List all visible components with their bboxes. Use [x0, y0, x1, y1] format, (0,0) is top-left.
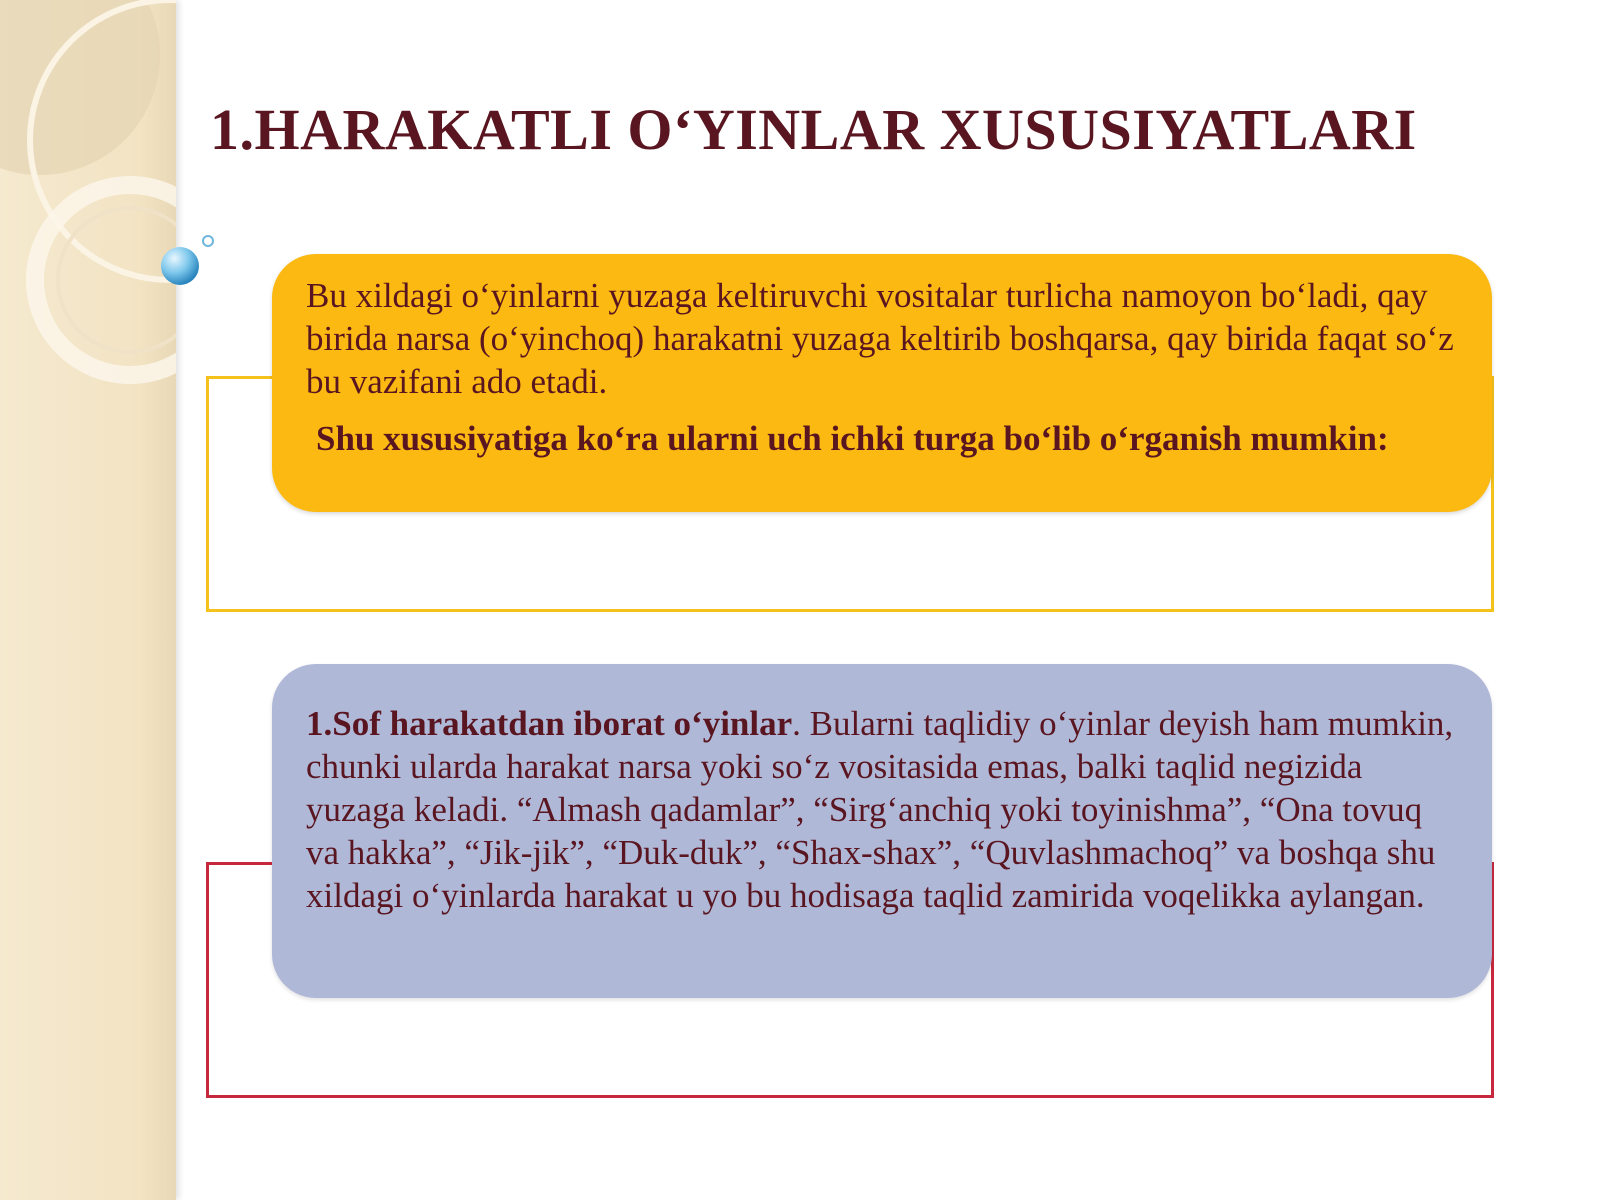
type-1-text-box [272, 664, 1492, 998]
slide-title: 1.HARAKATLI O‘YINLAR XUSUSIYATLARI [210, 97, 1417, 162]
intro-text-box [272, 254, 1492, 512]
intro-paragraph: Bu xildagi o‘yinlarni yuzaga keltiruvchi vositalar turlicha namoyon bo‘ladi, qay birida narsa (o‘yinchoq) harakatni yuzaga keltirib boshqarsa, qay birida faqat so‘z bu vazifani ado etadi. [306, 276, 1454, 401]
decorative-sidebar [0, 0, 176, 1200]
circles-decoration [0, 0, 176, 1200]
intro-bold-paragraph: Shu xususiyatiga ko‘ra ularni uch ichki turga bo‘lib o‘rganish mumkin: [316, 419, 1389, 458]
type-1-paragraph [306, 702, 1458, 917]
type-1-description: . Bularni taqlidiy o‘yinlar deyish ham mumkin, chunki ularda harakat narsa yoki so‘z vositasida emas, balki taqlid negizida yuzaga keladi. “Almash qadamlar”, “Sirg‘anchiq yoki toyinishma”, “Ona tovuq va hakka”, “Jik-jik”, “Duk-duk”, “Shax-shax”, “Quvlashmachoq” va boshqa shu xildagi o‘yinlarda harakat u yo bu hodisaga taqlid zamirida voqelikka aylangan. [306, 704, 1454, 915]
type-1-heading: 1.Sof harakatdan iborat o‘yinlar [306, 704, 793, 743]
bubble-decoration [150, 220, 230, 300]
